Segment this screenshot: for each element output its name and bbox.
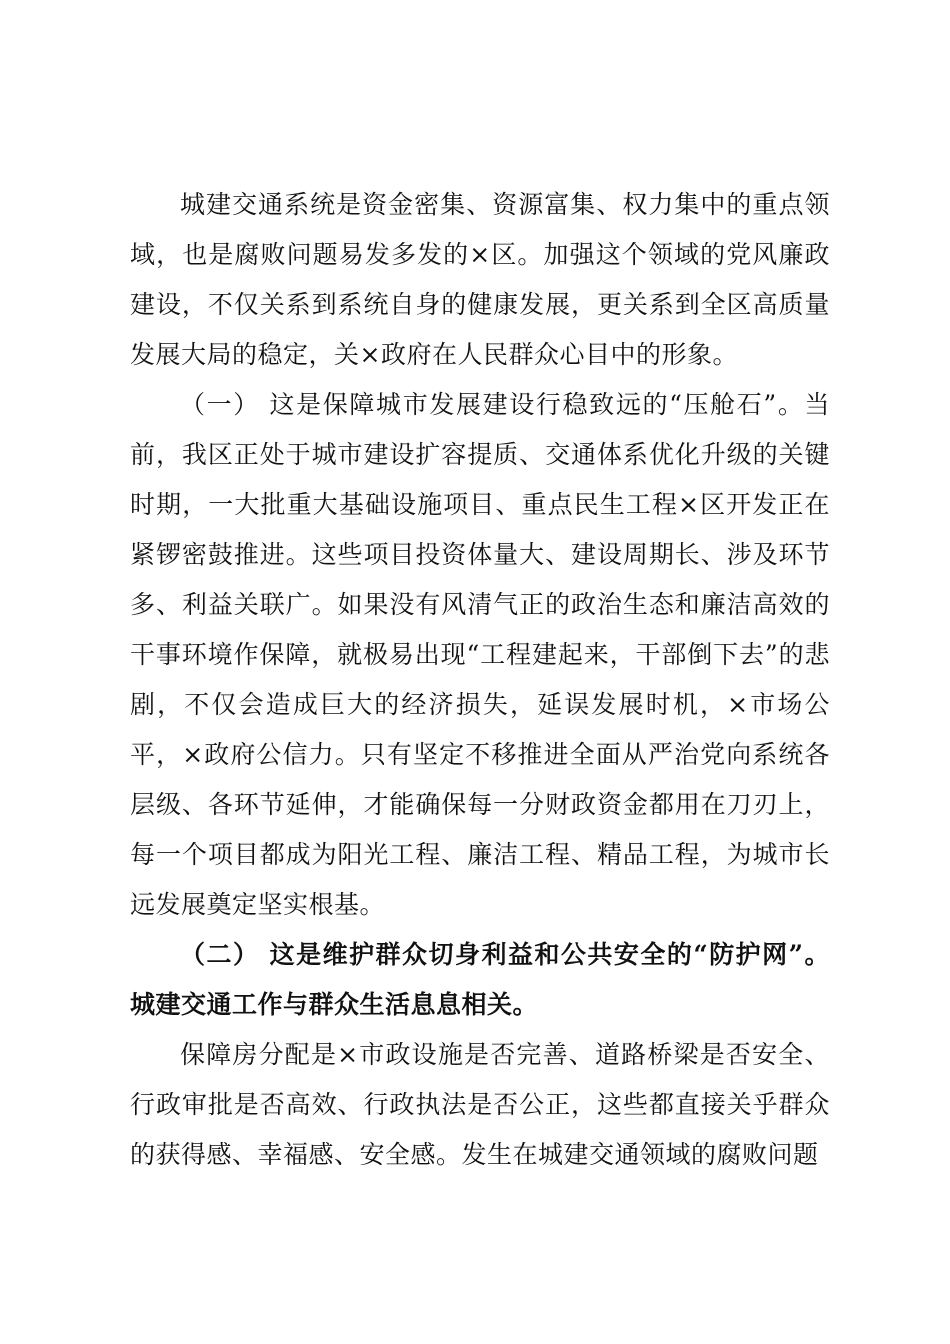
paragraph-intro: 城建交通系统是资金密集、资源富集、权力集中的重点领域，也是腐败问题易发多发的×区。加强这个领域的党风廉政建设，不仅关系到系统自身的健康发展，更关系到全区高质量发展大局的稳定，关×政府在人民群众心目中的形象。 xyxy=(130,190,830,369)
paragraph-section-two-body: 保障房分配是×市政设施是否完善、道路桥梁是否安全、行政审批是否高效、行政执法是否公正，这些都直接关乎群众的获得感、幸福感、安全感。发生在城建交通领域的腐败问题 xyxy=(130,1040,830,1169)
paragraph-section-one: （一） 这是保障城市发展建设行稳致远的“压舱石”。当前，我区正处于城市建设扩容提质、交通体系优化升级的关键时期，一大批重大基础设施项目、重点民生工程×区开发正在紧锣密鼓推进。这些项目投资体量大、建设周期长、涉及环节多、利益关联广。如果没有风清气正的政治生态和廉洁高效的干事环境作保障，就极易出现“工程建起来，干部倒下去”的悲剧，不仅会造成巨大的经济损失，延误发展时机，×市场公平，×政府公信力。只有坚定不移推进全面从严治党向系统各层级、各环节延伸，才能确保每一分财政资金都用在刀刃上，每一个项目都成为阳光工程、廉洁工程、精品工程，为城市长远发展奠定坚实根基。 xyxy=(130,390,830,919)
paragraph-section-two-heading: （二） 这是维护群众切身利益和公共安全的“防护网”。城建交通工作与群众生活息息相关。 xyxy=(130,940,830,1019)
document-body xyxy=(130,180,830,1180)
